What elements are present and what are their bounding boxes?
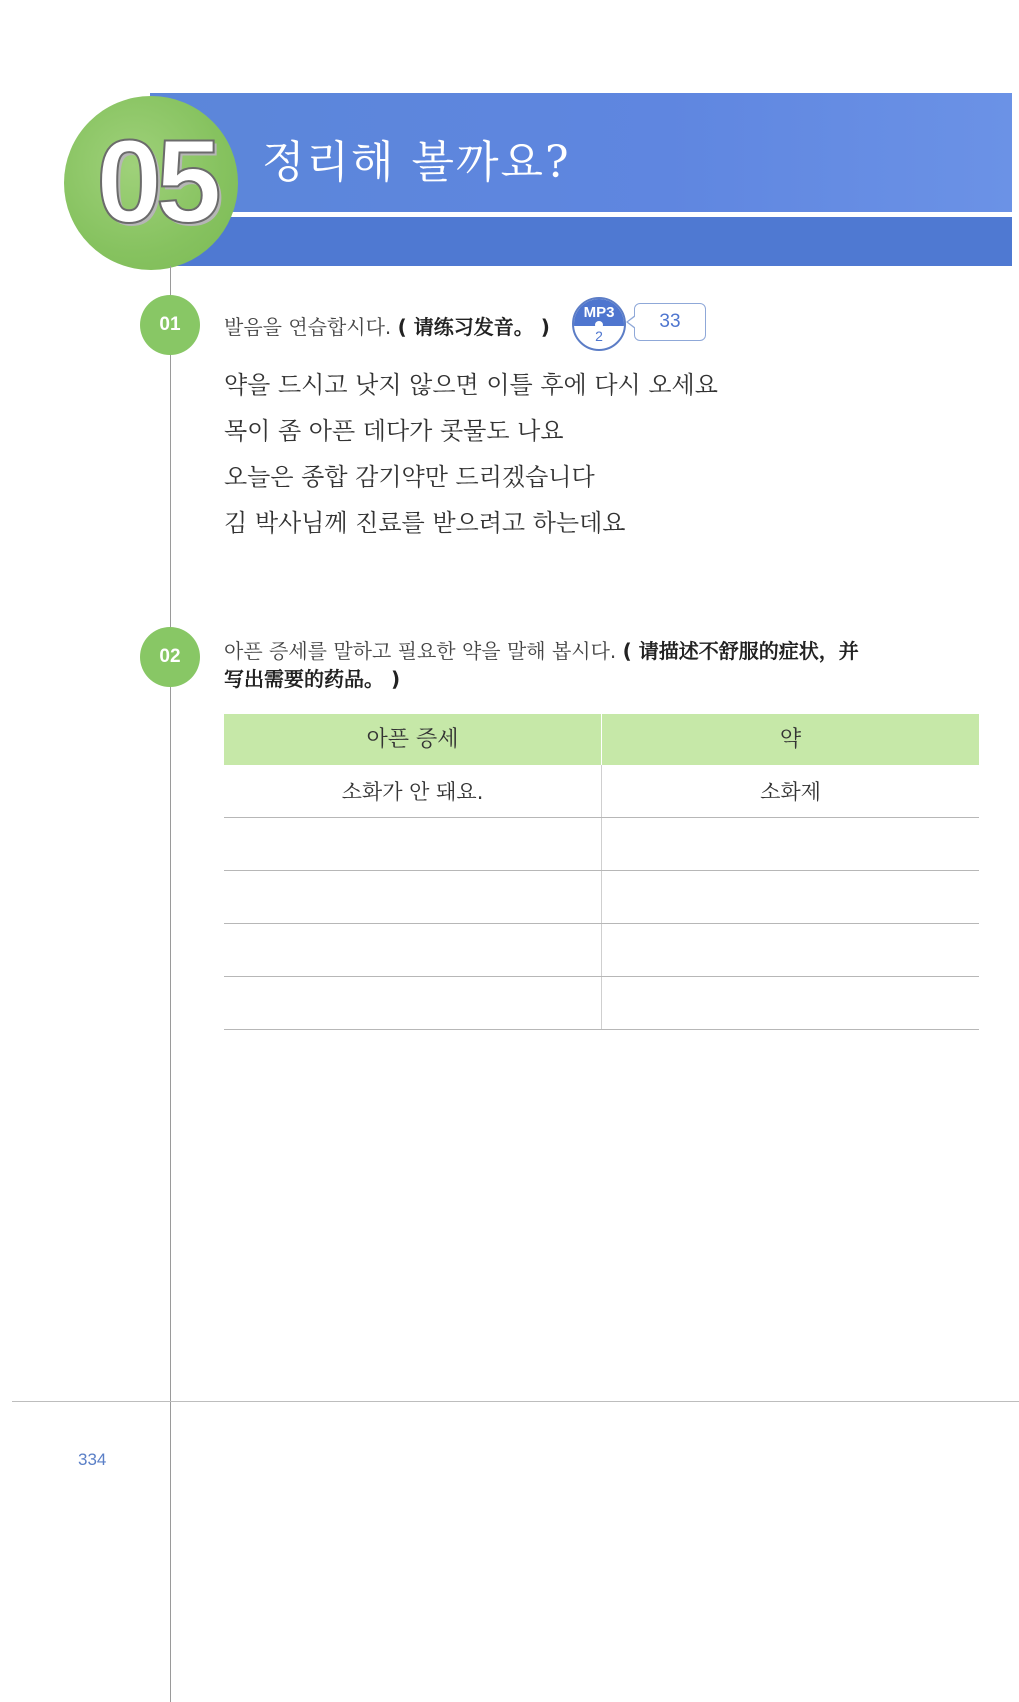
symptom-cell[interactable] [224, 977, 602, 1029]
table-row [224, 818, 979, 871]
audio-track-number[interactable]: 33 [634, 303, 706, 341]
section-01-badge: 01 [140, 295, 200, 355]
section-02-instruction [224, 637, 969, 693]
header-symptom: 아픈 증세 [224, 714, 602, 765]
section-01-instruction [224, 311, 550, 340]
header-medicine: 약 [779, 727, 802, 752]
medicine-cell[interactable] [602, 871, 979, 923]
table-row [224, 924, 979, 977]
instruction-zh-line2: 写出需要的药品。 ) [224, 667, 401, 691]
sentence-1: 약을 드시고 낫지 않으면 이틀 후에 다시 오세요 [224, 371, 718, 399]
medicine-cell[interactable] [602, 924, 979, 976]
symptom-medicine-table [224, 714, 979, 1030]
symptom-cell[interactable] [224, 871, 602, 923]
mp3-cd-icon[interactable] [572, 297, 626, 351]
instruction-zh: ( 请练习发音。 ) [397, 315, 550, 339]
sentence-3: 오늘은 종합 감기약만 드리겠습니다 [224, 463, 595, 491]
sentence-4: 김 박사님께 진료를 받으려고 하는데요 [224, 509, 626, 537]
pronunciation-sentences [224, 362, 718, 546]
table-row [224, 871, 979, 924]
chapter-number: 05 [96, 116, 216, 248]
table-header [224, 714, 979, 765]
banner-lower-band [150, 217, 1012, 266]
symptom-cell[interactable]: 소화가 안 돼요. [224, 765, 602, 817]
sentence-2: 목이 좀 아픈 데다가 콧물도 나요 [224, 417, 564, 445]
mp3-disc-number: 2 [595, 328, 603, 344]
medicine-cell[interactable] [602, 977, 979, 1029]
page-title: 정리해 볼까요? [262, 137, 571, 188]
instruction-zh-line1: ( 请描述不舒服的症状，并 [622, 639, 859, 663]
instruction-ko: 아픈 증세를 말하고 필요한 약을 말해 봅시다. [224, 639, 617, 663]
table-row [224, 765, 979, 818]
table-row [224, 977, 979, 1030]
mp3-label: MP3 [574, 299, 624, 326]
symptom-cell[interactable] [224, 818, 602, 870]
section-02-badge: 02 [140, 627, 200, 687]
medicine-cell[interactable] [602, 818, 979, 870]
footer-rule [12, 1401, 1019, 1402]
medicine-cell[interactable]: 소화제 [760, 780, 821, 804]
symptom-cell[interactable] [224, 924, 602, 976]
page-number: 334 [78, 1450, 107, 1469]
instruction-ko: 발음을 연습합시다. [224, 315, 392, 339]
margin-vertical-line [170, 266, 171, 1702]
